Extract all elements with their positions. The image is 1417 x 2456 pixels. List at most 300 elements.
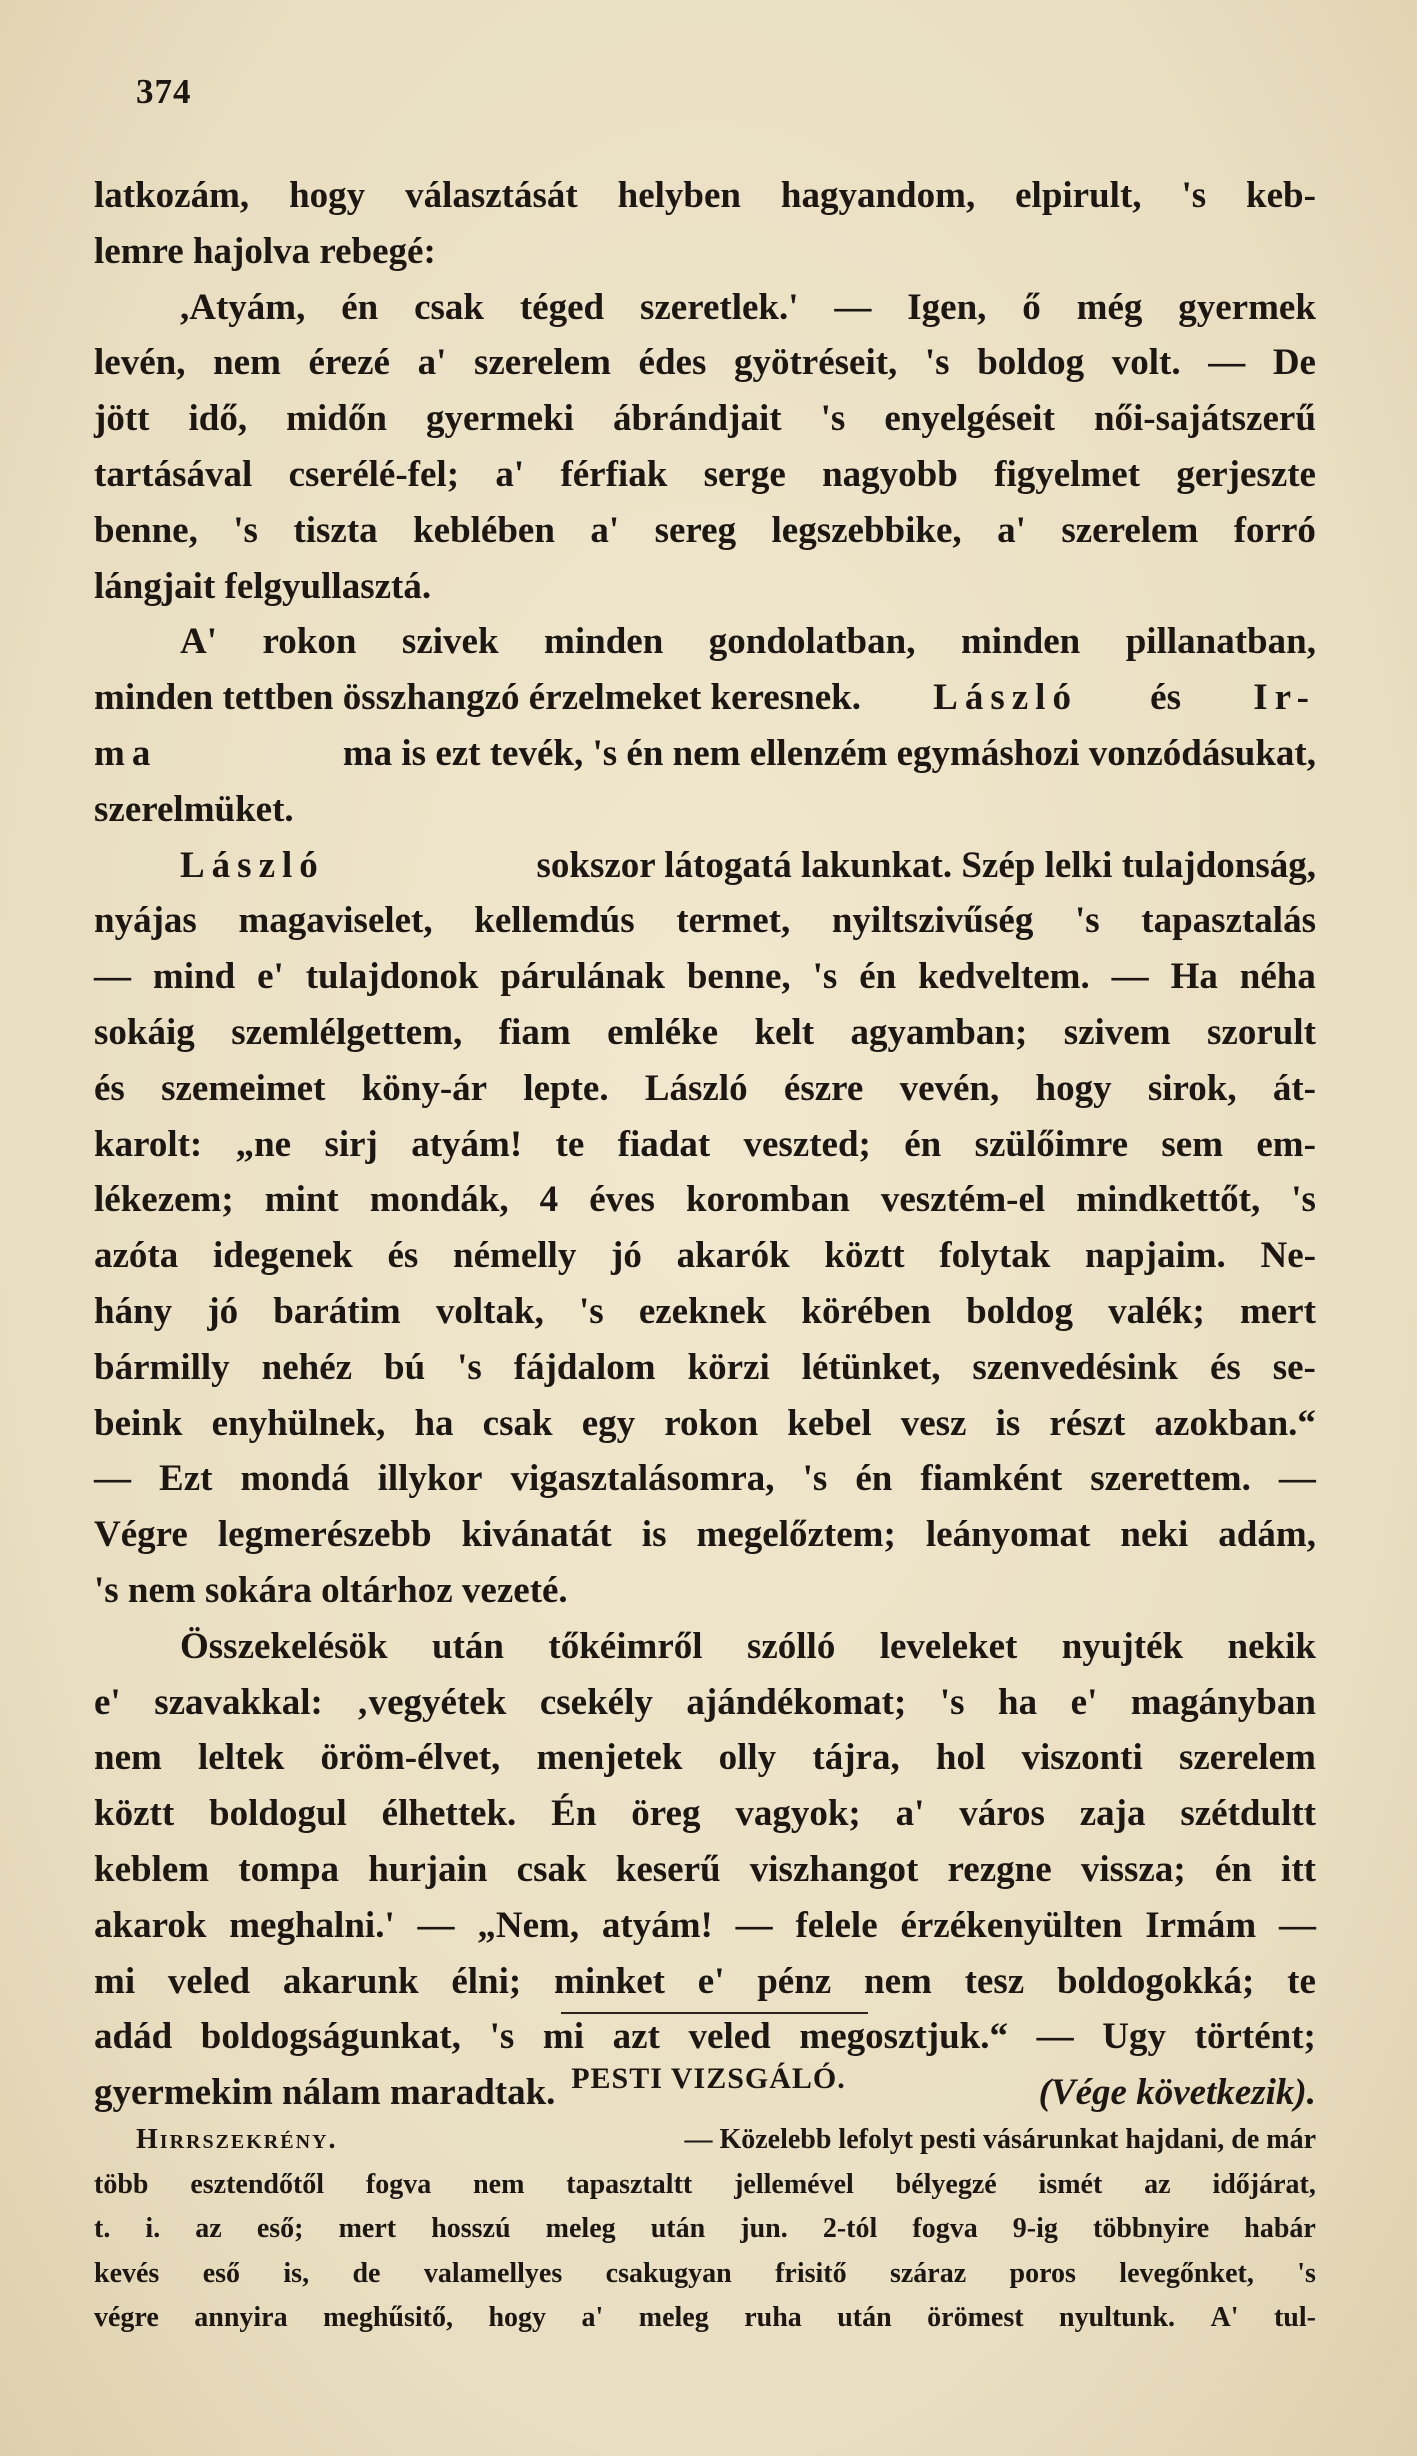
word: meleg bbox=[638, 2302, 709, 2333]
word: szeretlek.' bbox=[639, 286, 799, 328]
word: szemlélgettem, bbox=[231, 1011, 463, 1053]
word: és bbox=[387, 1235, 419, 1277]
word: hány bbox=[94, 1290, 173, 1332]
text-line bbox=[94, 1842, 1316, 1898]
word: valamellyes bbox=[423, 2257, 563, 2289]
word: e' bbox=[94, 1681, 121, 1723]
word: a' bbox=[417, 342, 447, 384]
word: szenvedésink bbox=[972, 1346, 1178, 1388]
word: nem bbox=[94, 1737, 162, 1779]
word: mindkettőt, bbox=[1076, 1179, 1261, 1221]
text-line bbox=[94, 168, 1316, 224]
word: még bbox=[1076, 286, 1143, 328]
text-line bbox=[94, 447, 1316, 503]
word: szemeimet bbox=[161, 1067, 326, 1109]
text-line bbox=[94, 1172, 1316, 1228]
word: — bbox=[417, 1904, 455, 1946]
word: enyelgéseit bbox=[884, 398, 1055, 440]
text-fragment: ma is ezt tevék, 's én nem ellenzém egymáshozi vonzódásukat, bbox=[342, 732, 1316, 774]
word: 's bbox=[233, 509, 258, 551]
word: tulajdonok bbox=[305, 956, 479, 998]
word: után bbox=[837, 2302, 892, 2333]
word: ‚vegyétek bbox=[356, 1681, 507, 1723]
word: viszonti bbox=[1021, 1737, 1143, 1779]
word: hol bbox=[935, 1737, 986, 1779]
word: a' bbox=[997, 509, 1026, 551]
word: em- bbox=[1256, 1123, 1316, 1165]
word: 's bbox=[1181, 175, 1207, 216]
word: gyermeki bbox=[425, 398, 574, 440]
word: fiadat bbox=[617, 1123, 711, 1165]
word: után bbox=[432, 1625, 504, 1667]
word: gondolatban, bbox=[708, 621, 916, 663]
word: idegenek bbox=[212, 1235, 353, 1277]
word: vevén, bbox=[899, 1067, 1000, 1109]
word: poros bbox=[1009, 2257, 1076, 2289]
word: Irmám bbox=[1145, 1904, 1257, 1946]
word: női-sajátszerű bbox=[1093, 398, 1316, 440]
word: 2-tól bbox=[822, 2213, 878, 2244]
word: én bbox=[855, 1458, 893, 1500]
word: cserélé-fel; bbox=[288, 453, 460, 495]
word: beink bbox=[94, 1402, 183, 1444]
text-line bbox=[94, 1284, 1316, 1340]
word: karolt: bbox=[94, 1123, 203, 1165]
word: Ne- bbox=[1260, 1235, 1316, 1277]
word: tapasztalás bbox=[1141, 900, 1316, 942]
word: 's bbox=[802, 1458, 828, 1500]
text-line bbox=[94, 726, 1316, 782]
word: lepte. bbox=[523, 1067, 609, 1109]
word: viszhangot bbox=[749, 1848, 919, 1890]
text-line: lemre hajolva rebegé: bbox=[94, 230, 436, 272]
word: annyira bbox=[194, 2302, 288, 2333]
word: László bbox=[644, 1067, 748, 1109]
word: én bbox=[341, 286, 379, 328]
name-irma-part1: Ir- bbox=[1253, 677, 1316, 719]
word: át- bbox=[1272, 1067, 1316, 1109]
text-line bbox=[94, 1451, 1316, 1507]
word: és bbox=[94, 1067, 125, 1109]
word: azokban.“ bbox=[1154, 1402, 1316, 1444]
word: ismét bbox=[1038, 2168, 1103, 2200]
word: elpirult, bbox=[1015, 175, 1142, 216]
word: A' bbox=[180, 621, 217, 663]
word: leltek bbox=[198, 1737, 285, 1779]
text-line bbox=[94, 1340, 1316, 1396]
word: boldog bbox=[966, 1290, 1074, 1332]
text-line bbox=[94, 2009, 1316, 2065]
word: — bbox=[735, 1904, 773, 1946]
word: gerjeszte bbox=[1176, 453, 1316, 495]
word: — bbox=[94, 956, 131, 998]
word: az bbox=[1144, 2168, 1171, 2200]
word: hagyandom, bbox=[780, 175, 976, 216]
word: benne, bbox=[94, 509, 198, 551]
word: legmerészebb bbox=[217, 1514, 432, 1556]
word: menjetek bbox=[536, 1737, 683, 1779]
word: frisitő bbox=[775, 2257, 847, 2289]
word: gyermek bbox=[1178, 286, 1316, 328]
text-line bbox=[94, 1786, 1316, 1842]
word: jött bbox=[94, 398, 150, 440]
word: fogva bbox=[912, 2213, 978, 2244]
word: veled bbox=[688, 2016, 771, 2058]
word: fájdalom bbox=[513, 1346, 656, 1388]
text-line bbox=[94, 2207, 1316, 2252]
word: én bbox=[904, 1123, 942, 1165]
word: 's bbox=[820, 398, 846, 440]
word: emléke bbox=[607, 1011, 719, 1053]
word: tájra, bbox=[812, 1737, 900, 1779]
word: megelőztem; bbox=[696, 1514, 896, 1556]
word: boldog bbox=[977, 342, 1085, 384]
text-line bbox=[94, 391, 1316, 447]
word: pillanatban, bbox=[1125, 621, 1316, 663]
word: öröm-élvet, bbox=[320, 1737, 501, 1779]
word: levén, bbox=[94, 342, 186, 384]
word: agyamban; bbox=[850, 1011, 1028, 1053]
word: 's bbox=[1291, 1179, 1316, 1221]
word: sirok, bbox=[1147, 1067, 1237, 1109]
word: kebel bbox=[787, 1402, 872, 1444]
word: ajándékomat; bbox=[686, 1681, 907, 1723]
word: — bbox=[1278, 1458, 1316, 1500]
word: körében bbox=[801, 1290, 931, 1332]
word: — bbox=[1208, 342, 1246, 384]
word: pénz bbox=[757, 1960, 832, 2002]
text-line bbox=[94, 2296, 1316, 2341]
word: csak bbox=[414, 286, 484, 328]
word: veled bbox=[167, 1960, 251, 2002]
word: azóta bbox=[94, 1235, 179, 1277]
text-line bbox=[94, 1507, 1316, 1563]
word: azt bbox=[612, 2016, 660, 2058]
word: akarunk bbox=[282, 1960, 419, 2002]
word: mondá bbox=[240, 1458, 350, 1500]
section-text bbox=[94, 2118, 1316, 2341]
word: szerelem bbox=[1178, 1737, 1316, 1779]
word: köztt bbox=[94, 1793, 175, 1835]
word: öreg bbox=[631, 1793, 701, 1835]
word: téged bbox=[519, 286, 605, 328]
word: több bbox=[94, 2168, 149, 2200]
word: lékezem; bbox=[94, 1179, 234, 1221]
word: esztendőtől bbox=[190, 2168, 325, 2200]
word: bú bbox=[384, 1346, 426, 1388]
word: serge bbox=[703, 453, 786, 495]
word: i. bbox=[145, 2213, 161, 2244]
word: olly bbox=[718, 1737, 777, 1779]
word: fiamként bbox=[920, 1458, 1063, 1500]
word: bélyegzé bbox=[895, 2168, 997, 2200]
word: a' bbox=[581, 2302, 604, 2333]
word: csak bbox=[482, 1402, 553, 1444]
word: száraz bbox=[889, 2257, 967, 2289]
word: Ha bbox=[1170, 956, 1218, 998]
word: meleg bbox=[545, 2213, 616, 2244]
text-line: szerelmüket. bbox=[94, 788, 294, 830]
word: tesz bbox=[964, 1960, 1025, 2002]
text-line bbox=[94, 1898, 1316, 1954]
word: történt; bbox=[1194, 2016, 1316, 2058]
word: köny-ár bbox=[361, 1067, 488, 1109]
word: enyhülnek, bbox=[211, 1402, 386, 1444]
word: hogy bbox=[289, 175, 366, 216]
word: ezeknek bbox=[638, 1290, 767, 1332]
word: férfiak bbox=[560, 453, 668, 495]
word: 's bbox=[489, 2016, 515, 2058]
word: szivem bbox=[1063, 1011, 1171, 1053]
word: kedveltem. bbox=[918, 956, 1090, 998]
word: ha bbox=[414, 1402, 454, 1444]
word: szerelem bbox=[1061, 509, 1199, 551]
word: leveleket bbox=[879, 1625, 1018, 1667]
word: ruha bbox=[744, 2302, 802, 2333]
word: részt bbox=[1049, 1402, 1126, 1444]
word: mint bbox=[264, 1179, 339, 1221]
word: jun. bbox=[740, 2213, 788, 2244]
word: keblében bbox=[413, 509, 555, 551]
word: Ugy bbox=[1102, 2016, 1167, 2058]
word: csekély bbox=[539, 1681, 653, 1723]
word: — bbox=[834, 286, 872, 328]
word: némelly bbox=[453, 1235, 577, 1277]
word: tul- bbox=[1273, 2302, 1316, 2333]
word: fogva bbox=[365, 2168, 432, 2200]
word: ,Atyám, bbox=[180, 286, 306, 328]
word: boldogokká; bbox=[1056, 1960, 1255, 2002]
word: akarók bbox=[676, 1235, 790, 1277]
word: 's bbox=[939, 1681, 965, 1723]
word: — bbox=[1036, 2016, 1074, 2058]
word: hogy bbox=[1035, 1067, 1112, 1109]
word: érezé bbox=[308, 342, 390, 384]
word: forró bbox=[1233, 509, 1316, 551]
word: a' bbox=[495, 453, 525, 495]
word: e' bbox=[697, 1960, 725, 2002]
word: 's bbox=[578, 1290, 604, 1332]
word: A' bbox=[1210, 2302, 1239, 2333]
word: bármilly bbox=[94, 1346, 230, 1388]
name-laszlo: László bbox=[933, 677, 1078, 719]
word: nyájas bbox=[94, 900, 197, 942]
text-line bbox=[94, 335, 1316, 391]
word: Ezt bbox=[159, 1458, 213, 1500]
text-line bbox=[94, 949, 1316, 1005]
word: vesztém-el bbox=[880, 1179, 1046, 1221]
word: többnyire bbox=[1093, 2213, 1210, 2244]
word: habár bbox=[1244, 2213, 1316, 2244]
word: is bbox=[641, 1514, 667, 1556]
word: magaviselet, bbox=[238, 900, 433, 942]
word: atyám! bbox=[411, 1123, 523, 1165]
word: is, bbox=[283, 2257, 310, 2289]
word: Én bbox=[551, 1793, 597, 1835]
word: nekik bbox=[1227, 1625, 1316, 1667]
word: sokáig bbox=[94, 1011, 195, 1053]
word: sem bbox=[1161, 1123, 1224, 1165]
word: ő bbox=[1022, 286, 1041, 328]
word: nehéz bbox=[261, 1346, 353, 1388]
word: veszted; bbox=[743, 1123, 871, 1165]
word: kelt bbox=[754, 1011, 815, 1053]
word: midőn bbox=[286, 398, 387, 440]
body-text bbox=[94, 168, 1316, 2121]
word: után bbox=[650, 2213, 706, 2244]
word: termet, bbox=[676, 900, 791, 942]
word: élni; bbox=[451, 1960, 522, 2002]
word: eső; bbox=[256, 2213, 304, 2244]
word: nyiltszivűség bbox=[831, 900, 1034, 942]
word: e' bbox=[1070, 1681, 1098, 1723]
word: atyám! bbox=[601, 1904, 713, 1946]
word: rezgne bbox=[947, 1848, 1052, 1890]
word: eső bbox=[202, 2257, 241, 2289]
word: és bbox=[1209, 1346, 1241, 1388]
text-line bbox=[94, 1117, 1316, 1173]
word: „ne bbox=[235, 1123, 292, 1165]
text-fragment: — Közelebb lefolyt pesti vásárunkat hajdani, de már bbox=[684, 2124, 1316, 2155]
text-line bbox=[94, 503, 1316, 559]
text-line: lángjait felgyullasztá. bbox=[94, 565, 432, 607]
word: mondák, bbox=[369, 1179, 509, 1221]
word: vigasztalásomra, bbox=[510, 1458, 775, 1500]
word: keb- bbox=[1246, 175, 1316, 216]
word: itt bbox=[1281, 1848, 1316, 1890]
word: ha bbox=[998, 1681, 1038, 1723]
word: benne, bbox=[686, 956, 791, 998]
word: hosszú bbox=[431, 2213, 511, 2244]
text-line bbox=[94, 280, 1316, 336]
word: illykor bbox=[377, 1458, 483, 1500]
text-line bbox=[94, 2118, 1316, 2163]
word: minket bbox=[554, 1960, 665, 2002]
word: is bbox=[995, 1402, 1021, 1444]
word: nem bbox=[213, 342, 281, 384]
word: 4 bbox=[539, 1179, 559, 1221]
word: keserű bbox=[615, 1848, 721, 1890]
page-number: 374 bbox=[136, 72, 192, 111]
word: levegőnket, bbox=[1119, 2257, 1254, 2289]
word: választását bbox=[405, 175, 578, 216]
word: adád bbox=[94, 2016, 173, 2058]
word: az bbox=[195, 2213, 222, 2244]
word: helyben bbox=[617, 175, 741, 216]
text-line bbox=[94, 1396, 1316, 1452]
word: rokon bbox=[664, 1402, 759, 1444]
word: te bbox=[555, 1123, 585, 1165]
word: észre bbox=[783, 1067, 864, 1109]
word: nem bbox=[864, 1960, 932, 2002]
word: „Nem, bbox=[477, 1904, 580, 1946]
word: hurjain bbox=[368, 1848, 488, 1890]
word: csakugyan bbox=[605, 2257, 732, 2289]
word: fiam bbox=[498, 1011, 571, 1053]
word: tartásával bbox=[94, 453, 253, 495]
word: 's bbox=[924, 342, 950, 384]
word: szorult bbox=[1207, 1011, 1316, 1053]
word: napjaim. bbox=[1084, 1235, 1226, 1277]
word: tiszta bbox=[293, 509, 378, 551]
text-fragment: sokszor látogatá lakunkat. Szép lelki tulajdonság, bbox=[536, 844, 1316, 886]
word: kivánatát bbox=[461, 1514, 612, 1556]
word: folytak bbox=[939, 1235, 1051, 1277]
word: tompa bbox=[238, 1848, 340, 1890]
word: 's bbox=[1074, 900, 1100, 942]
text-line bbox=[94, 1675, 1316, 1731]
word: szerelem bbox=[473, 342, 611, 384]
word: boldogul bbox=[209, 1793, 347, 1835]
word: mert bbox=[338, 2213, 397, 2244]
word: édes bbox=[638, 342, 707, 384]
text-line bbox=[94, 1954, 1316, 2010]
word: meghalni.' bbox=[229, 1904, 395, 1946]
word: tőkéimről bbox=[548, 1625, 703, 1667]
word: leányomat bbox=[925, 1514, 1091, 1556]
text-line bbox=[94, 1730, 1316, 1786]
word: egy bbox=[581, 1402, 636, 1444]
word: — bbox=[94, 1458, 131, 1500]
name-irma-part2: ma bbox=[94, 732, 158, 774]
word: érzékenyülten bbox=[900, 1904, 1123, 1946]
word: sereg bbox=[654, 509, 737, 551]
word: Összekelésök bbox=[180, 1625, 388, 1667]
word: szétdultt bbox=[1180, 1793, 1316, 1835]
text-line bbox=[94, 1619, 1316, 1675]
section-heading: PESTI VIZSGÁLÓ. bbox=[571, 2062, 846, 2095]
word: sirj bbox=[324, 1123, 378, 1165]
word: 9-ig bbox=[1012, 2213, 1058, 2244]
word: akarok bbox=[94, 1904, 207, 1946]
word: 's bbox=[457, 1346, 482, 1388]
word: 's bbox=[1297, 2257, 1316, 2289]
word: a' bbox=[590, 509, 620, 551]
word: nagyobb bbox=[822, 453, 958, 495]
word: figyelmet bbox=[994, 453, 1141, 495]
word: te bbox=[1287, 1960, 1316, 2002]
word: barátim bbox=[273, 1290, 401, 1332]
word: 's bbox=[812, 956, 838, 998]
word: szólló bbox=[746, 1625, 836, 1667]
word: nyujték bbox=[1061, 1625, 1184, 1667]
word: én bbox=[1214, 1848, 1252, 1890]
word: rokon bbox=[262, 621, 357, 663]
text-line bbox=[94, 838, 1316, 894]
word: jó bbox=[207, 1290, 239, 1332]
word: gyötréseit, bbox=[733, 342, 898, 384]
word: magányban bbox=[1130, 1681, 1316, 1723]
word: megosztjuk.“ bbox=[799, 2016, 1009, 2058]
word: kevés bbox=[94, 2257, 160, 2289]
word: város bbox=[959, 1793, 1045, 1835]
word: szülőimre bbox=[974, 1123, 1129, 1165]
word: — bbox=[1279, 1904, 1316, 1946]
word: idő, bbox=[188, 398, 248, 440]
word: valék; bbox=[1108, 1290, 1205, 1332]
word: ábrándjait bbox=[612, 398, 782, 440]
word: végre bbox=[94, 2302, 159, 2333]
word: nyultunk. bbox=[1059, 2302, 1176, 2333]
word: t. bbox=[94, 2213, 111, 2244]
word: vissza; bbox=[1080, 1848, 1186, 1890]
text-line: 's nem sokára oltárhoz vezeté. bbox=[94, 1569, 568, 1611]
word: legszebbike, bbox=[771, 509, 962, 551]
text-line bbox=[94, 2252, 1316, 2297]
word: csak bbox=[516, 1848, 587, 1890]
word: adám, bbox=[1218, 1514, 1316, 1556]
word: szavakkal: bbox=[154, 1681, 323, 1723]
